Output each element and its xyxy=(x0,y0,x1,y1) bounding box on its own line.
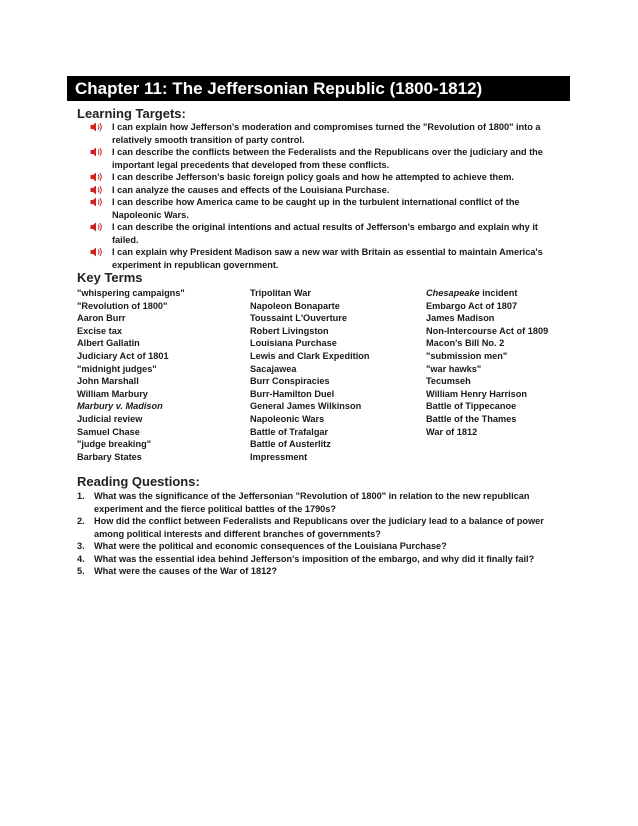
learning-target-item xyxy=(90,121,560,146)
key-term xyxy=(426,287,548,300)
reading-question xyxy=(77,540,547,553)
key-term: Burr-Hamilton Duel xyxy=(250,388,335,399)
key-term: Lewis and Clark Expedition xyxy=(250,350,370,361)
key-term: Battle of Tippecanoe xyxy=(426,401,517,412)
question-text: How did the conflict between Federalists and Republicans over the judiciary lead to a balance of power among political interests and different branches of governments? xyxy=(94,516,544,539)
key-term: General James Wilkinson xyxy=(250,401,362,412)
key-term: Tecumseh xyxy=(426,376,471,387)
learning-target-item xyxy=(90,196,560,221)
speaker-bullet-icon xyxy=(90,121,104,133)
speaker-bullet-icon xyxy=(90,246,104,258)
speaker-bullet-icon xyxy=(90,184,104,196)
learning-target-text: I can analyze the causes and effects of the Louisiana Purchase. xyxy=(112,184,390,195)
key-term: Barbary States xyxy=(77,451,142,462)
speaker-bullet-icon xyxy=(90,221,104,233)
key-term: Samuel Chase xyxy=(77,426,140,437)
learning-target-item xyxy=(90,221,560,246)
key-term: Impressment xyxy=(250,451,308,462)
learning-target-item xyxy=(90,146,560,171)
reading-question xyxy=(77,515,547,540)
key-term: Albert Gallatin xyxy=(77,338,140,349)
learning-target-text: I can describe the original intentions and actual results of Jefferson's embargo and explain why it failed. xyxy=(112,222,538,245)
key-term: "Revolution of 1800" xyxy=(77,300,168,311)
question-number: 5. xyxy=(77,566,85,576)
key-term: Macon's Bill No. 2 xyxy=(426,338,505,349)
question-number: 3. xyxy=(77,541,85,551)
speaker-bullet-icon xyxy=(90,171,104,183)
key-term: Excise tax xyxy=(77,325,122,336)
learning-target-text: I can explain how Jefferson's moderation and compromises turned the "Revolution of 1800" into a relatively smooth transition of party control. xyxy=(112,122,541,145)
key-terms-heading: Key Terms xyxy=(77,270,143,285)
key-term: Aaron Burr xyxy=(77,313,126,324)
key-term: James Madison xyxy=(426,313,495,324)
key-term: "whispering campaigns" xyxy=(77,288,185,298)
key-term: "submission men" xyxy=(426,350,508,361)
question-text: What was the essential idea behind Jefferson's imposition of the embargo, and why did it finally fail? xyxy=(94,553,535,564)
question-text: What were the political and economic consequences of the Louisiana Purchase? xyxy=(94,541,447,551)
key-term: Robert Livingston xyxy=(250,325,329,336)
learning-target-text: I can describe Jefferson's basic foreign policy goals and how he attempted to achieve them. xyxy=(112,172,514,182)
key-term: William Henry Harrison xyxy=(426,388,528,399)
question-number: 1. xyxy=(77,491,85,501)
learning-target-text: I can describe how America came to be caught up in the turbulent international conflict of the Napoleonic Wars. xyxy=(112,197,520,220)
key-term: Napoleonic Wars xyxy=(250,413,325,424)
key-term: Tripolitan War xyxy=(250,288,311,298)
learning-target-text: I can explain why President Madison saw a new war with Britain as essential to maintain America's experiment in republican government. xyxy=(112,247,543,270)
key-term-rest: incident xyxy=(479,288,518,298)
key-term: Sacajawea xyxy=(250,363,297,374)
key-term: Battle of Trafalgar xyxy=(250,426,329,437)
key-term: Non-Intercourse Act of 1809 xyxy=(426,325,549,336)
reading-question xyxy=(77,553,547,566)
learning-target-item xyxy=(90,184,560,197)
key-term: Embargo Act of 1807 xyxy=(426,300,518,311)
learning-target-item xyxy=(90,246,560,271)
chapter-title: Chapter 11: The Jeffersonian Republic (1800-1812) xyxy=(67,76,570,101)
key-term: Marbury v. Madison xyxy=(77,401,163,412)
question-number: 4. xyxy=(77,553,85,564)
key-term: War of 1812 xyxy=(426,426,478,437)
key-term: Judicial review xyxy=(77,413,143,424)
key-term: William Marbury xyxy=(77,388,148,399)
key-term: "judge breaking" xyxy=(77,439,152,450)
speaker-bullet-icon xyxy=(90,196,104,208)
question-text: What was the significance of the Jeffersonian "Revolution of 1800" in relation to the new republican experiment and the fierce political battles of the 1790s? xyxy=(94,491,530,514)
key-term: Napoleon Bonaparte xyxy=(250,300,340,311)
learning-targets-heading: Learning Targets: xyxy=(77,106,186,121)
learning-targets-list xyxy=(90,121,560,271)
key-term: Judiciary Act of 1801 xyxy=(77,350,169,361)
learning-target-item xyxy=(90,171,560,184)
reading-questions-heading: Reading Questions: xyxy=(77,474,200,489)
key-term: Battle of Austerlitz xyxy=(250,439,331,450)
key-term: John Marshall xyxy=(77,376,139,387)
reading-question xyxy=(77,490,547,515)
key-term: Battle of the Thames xyxy=(426,413,517,424)
reading-questions-list xyxy=(77,490,547,578)
key-terms-column-3 xyxy=(426,287,548,438)
key-term-italic-part: Chesapeake xyxy=(426,288,480,298)
question-text: What were the causes of the War of 1812? xyxy=(94,566,277,576)
key-term: "war hawks" xyxy=(426,363,482,374)
question-number: 2. xyxy=(77,516,85,526)
key-term: Burr Conspiracies xyxy=(250,376,330,387)
key-terms-column-2 xyxy=(250,287,369,463)
key-terms-column-1 xyxy=(77,287,185,463)
speaker-bullet-icon xyxy=(90,146,104,158)
learning-target-text: I can describe the conflicts between the Federalists and the Republicans over the judiciary and the important legal precedents that developed from these conflicts. xyxy=(112,147,543,170)
reading-question xyxy=(77,565,547,578)
key-term: Louisiana Purchase xyxy=(250,338,337,349)
key-term: Toussaint L'Ouverture xyxy=(250,313,347,324)
key-term: "midnight judges" xyxy=(77,363,157,374)
